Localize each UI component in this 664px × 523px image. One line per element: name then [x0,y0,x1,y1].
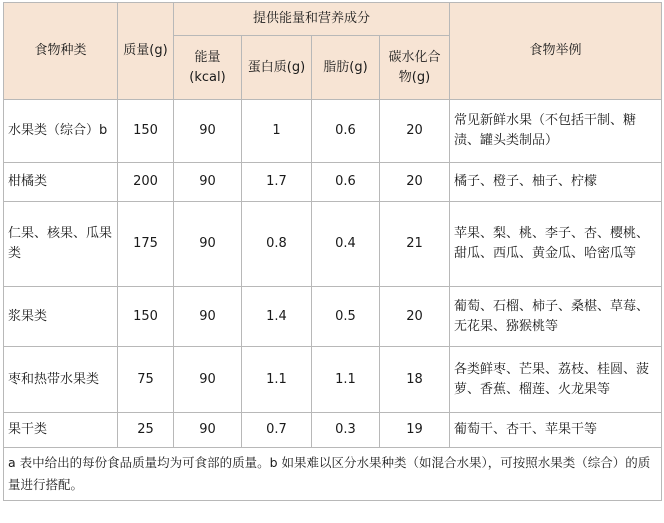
cell-protein: 1.4 [242,287,312,347]
cell-category: 枣和热带水果类 [4,347,118,413]
cell-carbohydrate: 21 [380,202,450,287]
cell-mass: 75 [118,347,174,413]
cell-category: 果干类 [4,413,118,448]
table-header [4,3,662,100]
header-energy: 能量(kcal) [174,36,242,100]
cell-carbohydrate: 20 [380,100,450,163]
cell-examples: 常见新鲜水果（不包括干制、糖渍、罐头类制品） [450,100,662,163]
header-carbohydrate: 碳水化合物(g) [380,36,450,100]
cell-mass: 150 [118,100,174,163]
cell-carbohydrate: 20 [380,163,450,202]
table-row [4,100,662,163]
cell-carbohydrate: 20 [380,287,450,347]
cell-fat: 0.4 [312,202,380,287]
cell-mass: 25 [118,413,174,448]
cell-category: 浆果类 [4,287,118,347]
cell-mass: 175 [118,202,174,287]
header-mass: 质量(g) [118,3,174,100]
header-nutrition-group: 提供能量和营养成分 [174,3,450,36]
cell-carbohydrate: 18 [380,347,450,413]
cell-mass: 150 [118,287,174,347]
cell-examples: 葡萄干、杏干、苹果干等 [450,413,662,448]
cell-protein: 0.7 [242,413,312,448]
cell-protein: 1.7 [242,163,312,202]
cell-protein: 1.1 [242,347,312,413]
cell-examples: 葡萄、石榴、柿子、桑椹、草莓、无花果、猕猴桃等 [450,287,662,347]
cell-protein: 0.8 [242,202,312,287]
cell-energy: 90 [174,163,242,202]
table-note-row [4,448,662,501]
cell-examples: 各类鲜枣、芒果、荔枝、桂圆、菠萝、香蕉、榴莲、火龙果等 [450,347,662,413]
cell-protein: 1 [242,100,312,163]
table-row [4,347,662,413]
cell-energy: 90 [174,287,242,347]
cell-examples: 橘子、橙子、柚子、柠檬 [450,163,662,202]
cell-fat: 0.3 [312,413,380,448]
cell-fat: 1.1 [312,347,380,413]
cell-energy: 90 [174,347,242,413]
cell-fat: 0.6 [312,163,380,202]
fruit-serving-table [3,2,662,501]
cell-energy: 90 [174,202,242,287]
header-protein: 蛋白质(g) [242,36,312,100]
cell-energy: 90 [174,413,242,448]
table-row [4,413,662,448]
cell-energy: 90 [174,100,242,163]
table-body [4,100,662,501]
header-examples: 食物举例 [450,3,662,100]
cell-category: 仁果、核果、瓜果类 [4,202,118,287]
table-row [4,287,662,347]
cell-category: 柑橘类 [4,163,118,202]
cell-fat: 0.6 [312,100,380,163]
cell-examples: 苹果、梨、桃、李子、杏、樱桃、甜瓜、西瓜、黄金瓜、哈密瓜等 [450,202,662,287]
table-row [4,163,662,202]
header-food-category: 食物种类 [4,3,118,100]
cell-carbohydrate: 19 [380,413,450,448]
cell-mass: 200 [118,163,174,202]
header-row-1 [4,3,662,36]
header-fat: 脂肪(g) [312,36,380,100]
table-footnote: a 表中给出的每份食品质量均为可食部的质量。b 如果难以区分水果种类（如混合水果），可按照水果类（综合）的质量进行搭配。 [4,448,662,501]
table-row [4,202,662,287]
cell-category: 水果类（综合）b [4,100,118,163]
cell-fat: 0.5 [312,287,380,347]
